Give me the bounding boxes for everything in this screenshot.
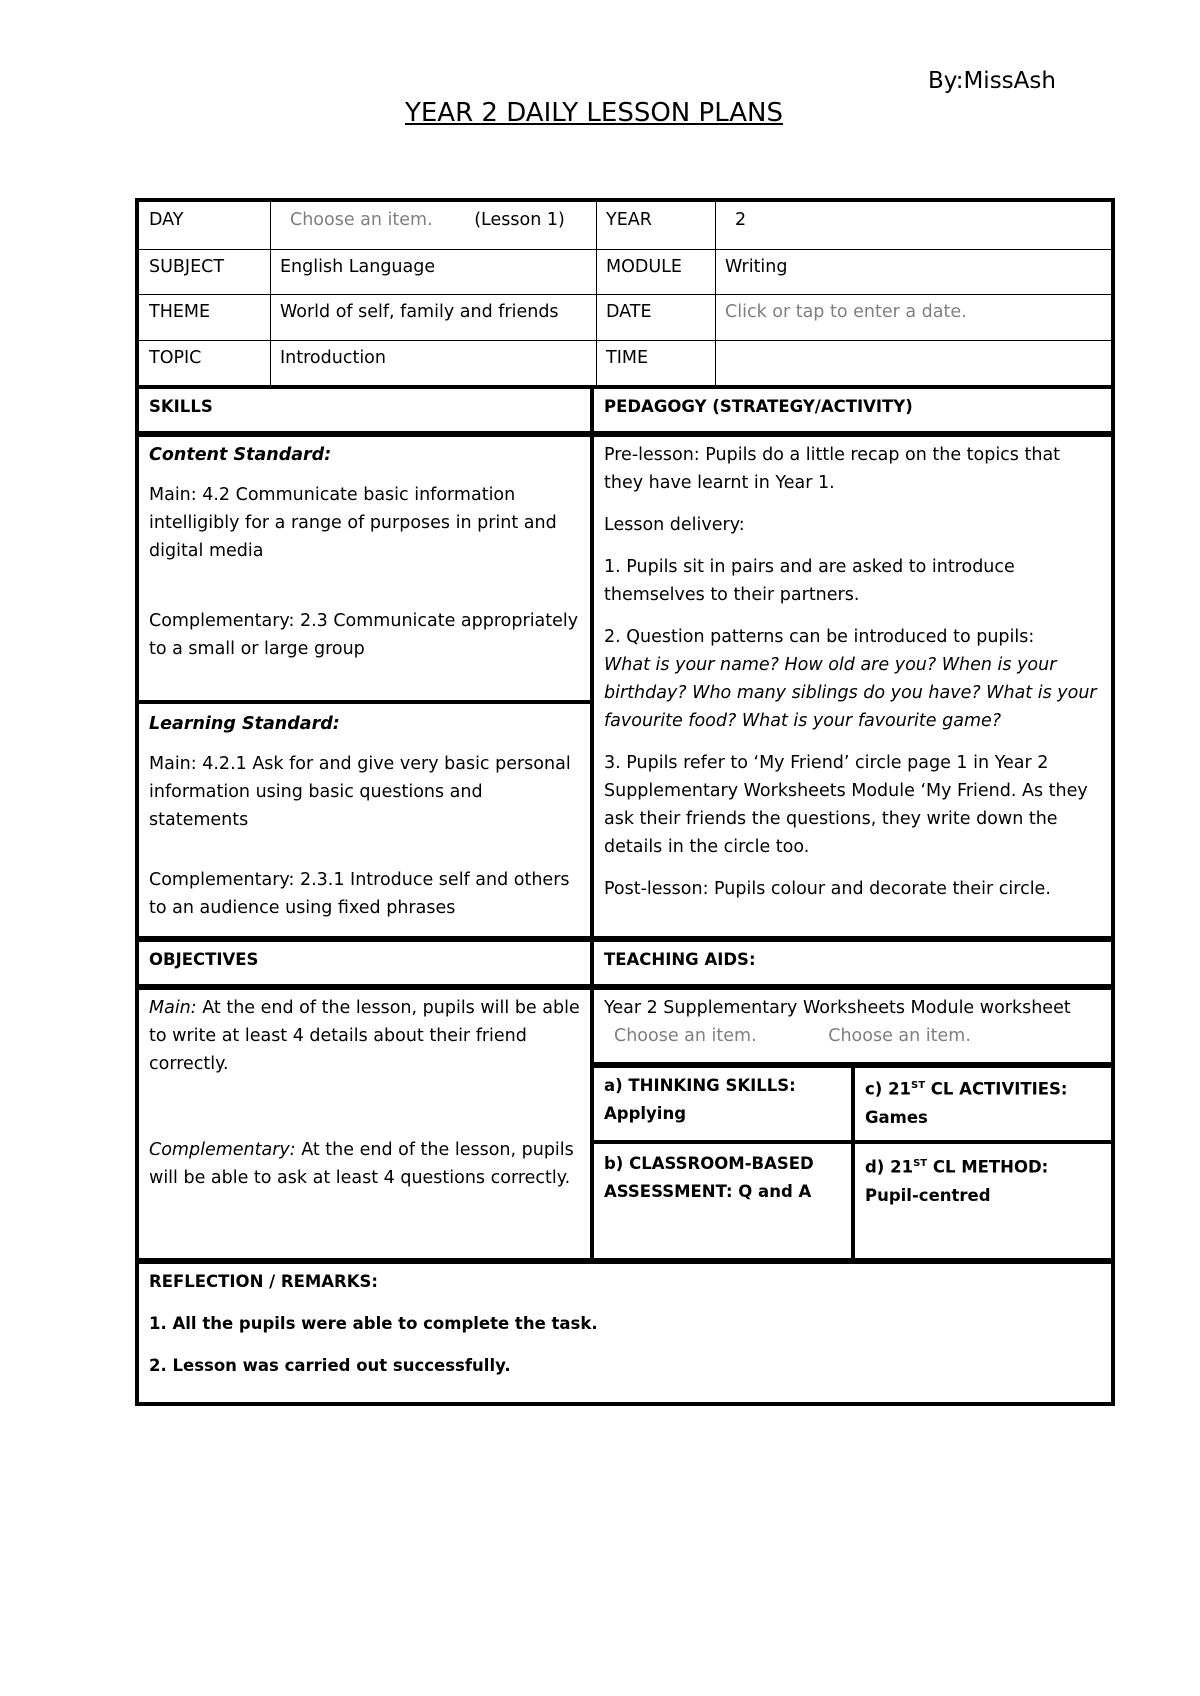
topic-value: Introduction (280, 348, 386, 368)
pedagogy-content-box (590, 433, 1115, 940)
cl-activities-box (851, 1064, 1115, 1144)
cl-activities-label-post: CL ACTIVITIES: (925, 1079, 1068, 1099)
delivery-step-2-questions: What is your name? How old are you? When is your birthday? Who many siblings do you have? What is your favourite food? What is your favourite game? (604, 655, 1097, 731)
row-subject (139, 249, 1111, 295)
year-value: 2 (735, 210, 747, 230)
row-topic (139, 340, 1111, 391)
column-divider (596, 202, 597, 387)
pedagogy-heading: PEDAGOGY (STRATEGY/ACTIVITY) (604, 397, 913, 416)
time-label: TIME (606, 348, 649, 368)
cl-method-label (865, 1150, 1101, 1210)
teaching-aid-dropdown-2[interactable]: Choose an item. (828, 1026, 971, 1046)
thinking-skills-box (590, 1064, 855, 1144)
learning-standard-main: Main: 4.2.1 Ask for and give very basic personal information using basic questions and statements (149, 754, 571, 830)
cl-method-label-pre: d) 21 (865, 1157, 914, 1177)
cl-method-box (851, 1140, 1115, 1262)
column-divider (715, 202, 716, 387)
content-standard-box (135, 433, 594, 704)
content-standard-complementary: Complementary: 2.3 Communicate appropriately to a small or large group (149, 611, 579, 659)
objective-main-label: Main: (149, 998, 197, 1018)
lesson-number: (Lesson 1) (474, 210, 565, 230)
learning-standard-complementary: Complementary: 2.3.1 Introduce self and others to an audience using fixed phrases (149, 870, 570, 918)
page-title-text: YEAR 2 DAILY LESSON PLANS (404, 98, 784, 128)
column-divider (270, 202, 271, 387)
content-standard-main: Main: 4.2 Communicate basic information intelligibly for a range of purposes in print and digital media (149, 485, 557, 561)
objectives-content-box (135, 986, 594, 1262)
reflection-heading: REFLECTION / REMARKS: (149, 1272, 379, 1291)
cl-activities-value: Games (865, 1107, 928, 1127)
topic-label: TOPIC (149, 348, 202, 368)
teaching-aids-text: Year 2 Supplementary Worksheets Module worksheet (604, 998, 1071, 1018)
date-picker[interactable]: Click or tap to enter a date. (725, 302, 967, 322)
cl-activities-sup: ST (911, 1080, 926, 1091)
pre-lesson-text: Pre-lesson: Pupils do a little recap on the topics that they have learnt in Year 1. (604, 445, 1061, 493)
cl-activities-label (865, 1072, 1101, 1104)
learning-standard-label: Learning Standard: (149, 714, 340, 734)
subject-label: SUBJECT (149, 257, 225, 277)
lesson-delivery-label: Lesson delivery: (604, 515, 745, 535)
thinking-skills-value: Applying (604, 1104, 687, 1123)
learning-standard-box (135, 700, 594, 940)
module-value: Writing (725, 257, 788, 277)
cl-method-label-post: CL METHOD: Pupil-centred (865, 1157, 1049, 1205)
pedagogy-heading-box (590, 385, 1115, 435)
assessment-label: b) CLASSROOM-BASED ASSESSMENT: Q and A (604, 1154, 814, 1201)
lesson-info-table (135, 198, 1115, 387)
objective-comp-label: Complementary: (149, 1140, 296, 1160)
thinking-skills-label: a) THINKING SKILLS: (604, 1076, 796, 1095)
subject-value: English Language (280, 257, 436, 277)
objectives-heading: OBJECTIVES (149, 950, 259, 969)
date-label: DATE (606, 302, 652, 322)
cl-activities-label-pre: c) 21 (865, 1079, 912, 1099)
day-label: DAY (149, 210, 184, 230)
objective-main (149, 994, 580, 1078)
teaching-aid-dropdown-1[interactable]: Choose an item. (614, 1026, 757, 1046)
objective-comp-text: At the end of the lesson, pupils will be able to ask at least 4 questions correctly. (149, 1140, 574, 1188)
assessment-box (590, 1140, 855, 1262)
day-cell (270, 202, 596, 249)
skills-heading-box (135, 385, 594, 435)
teaching-aids-content-box (590, 986, 1115, 1066)
row-theme (139, 294, 1111, 341)
year-label: YEAR (606, 210, 652, 230)
teaching-aids-heading-box (590, 938, 1115, 988)
delivery-step-1: 1. Pupils sit in pairs and are asked to introduce themselves to their partners. (604, 557, 1015, 605)
post-lesson-text: Post-lesson: Pupils colour and decorate their circle. (604, 879, 1051, 899)
author-credit: By:MissAsh (928, 68, 1056, 94)
time-value[interactable] (715, 340, 1111, 391)
row-day (139, 202, 1111, 250)
theme-label: THEME (149, 302, 211, 322)
delivery-step-2 (604, 623, 1101, 735)
reflection-box (135, 1260, 1115, 1406)
objectives-heading-box (135, 938, 594, 988)
skills-heading: SKILLS (149, 397, 213, 416)
reflection-item-2: 2. Lesson was carried out successfully. (149, 1356, 511, 1375)
content-standard-label: Content Standard: (149, 445, 332, 465)
page-title (0, 98, 1200, 128)
reflection-item-1: 1. All the pupils were able to complete the task. (149, 1314, 598, 1333)
cl-method-sup: ST (913, 1158, 928, 1169)
objective-complementary (149, 1136, 580, 1192)
day-dropdown[interactable]: Choose an item. (290, 210, 433, 230)
objective-main-text: At the end of the lesson, pupils will be able to write at least 4 details about their friend correctly. (149, 998, 580, 1074)
module-label: MODULE (606, 257, 682, 277)
theme-value: World of self, family and friends (280, 302, 559, 322)
delivery-step-3: 3. Pupils refer to ‘My Friend’ circle page 1 in Year 2 Supplementary Worksheets Module ‘My Friend. As they ask their friends the questions, they write down the details in the circle too. (604, 753, 1088, 857)
teaching-aids-heading: TEACHING AIDS: (604, 950, 756, 969)
delivery-step-2-intro: 2. Question patterns can be introduced to pupils: (604, 627, 1035, 647)
